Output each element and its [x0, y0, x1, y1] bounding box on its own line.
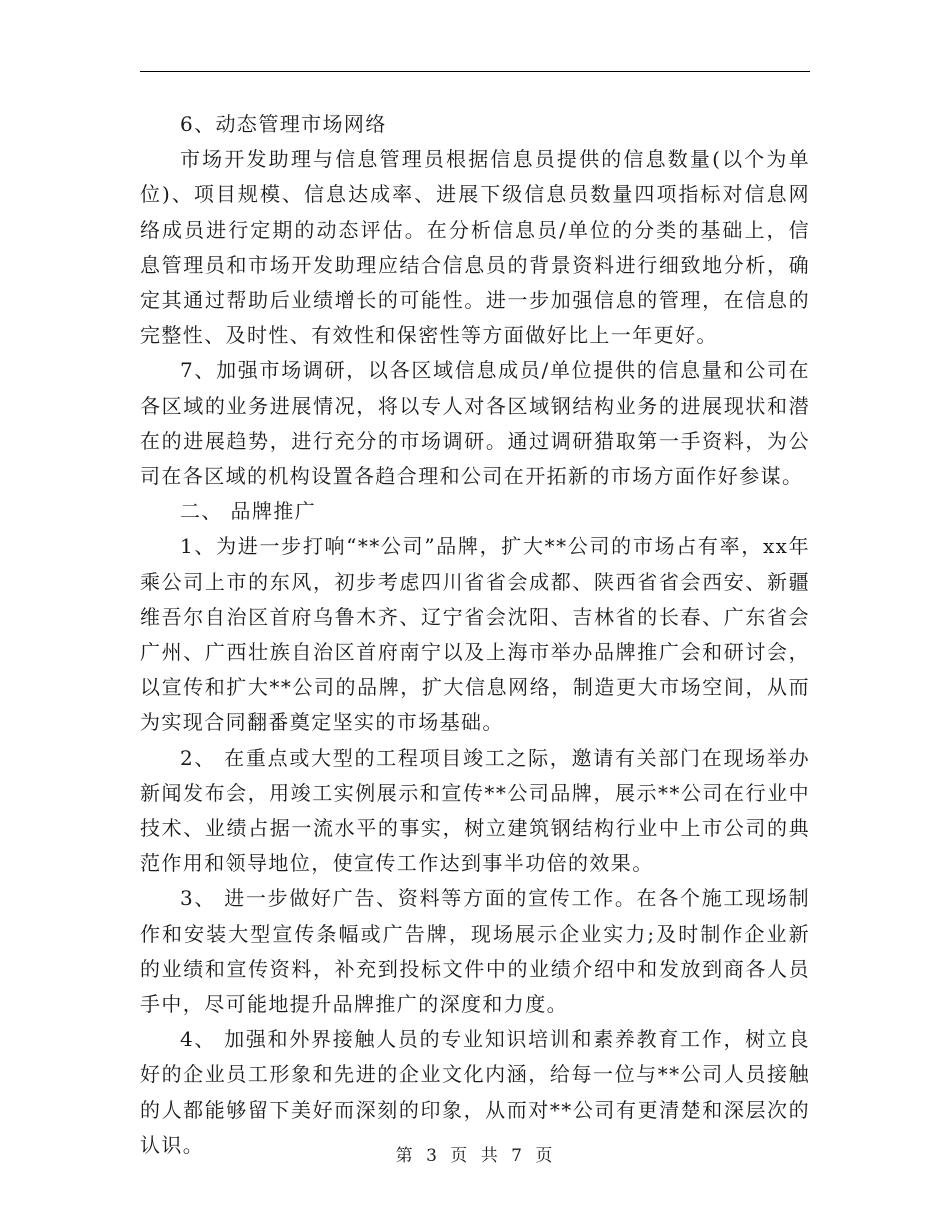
brand-promotion-heading: 二、 品牌推广: [180, 499, 317, 524]
brand-item-4: 4、 加强和外界接触人员的专业知识培训和素养教育工作，树立良好的企业员工形象和先进的企业文化内涵，给每一位与**公司人员接触的人都能够留下美好而深刻的印象，从而对**公司有更清楚和深层次的认识。: [140, 1027, 810, 1157]
section-6-paragraph: 市场开发助理与信息管理员根据信息员提供的信息数量(以个为单位)、项目规模、信息达成率、进展下级信息员数量四项指标对信息网络成员进行定期的动态评估。在分析信息员/单位的分类的基础上，信息管理员和市场开发助理应结合信息员的背景资料进行细致地分析，确定其通过帮助后业绩增长的可能性。进一步加强信息的管理，在信息的完整性、及时性、有效性和保密性等方面做好比上一年更好。: [140, 147, 810, 348]
page-number-footer: 第 3 页 共 7 页: [395, 1146, 555, 1166]
section-7-paragraph: 7、加强市场调研，以各区域信息成员/单位提供的信息量和公司在各区域的业务进展情况，将以专人对各区域钢结构业务的进展现状和潜在的进展趋势，进行充分的市场调研。通过调研猎取第一手资料，为公司在各区域的机构设置各趋合理和公司在开拓新的市场方面作好参谋。: [140, 358, 810, 489]
section-6-heading: 6、动态管理市场网络: [180, 112, 387, 136]
brand-item-2: 2、 在重点或大型的工程项目竣工之际，邀请有关部门在现场举办新闻发布会，用竣工实例展示和宣传**公司品牌，展示**公司在行业中技术、业绩占据一流水平的事实，树立建筑钢结构行业中上市公司的典范作用和领导地位，使宣传工作达到事半功倍的效果。: [140, 745, 810, 876]
brand-item-1: 1、为进一步打响“**公司”品牌，扩大**公司的市场占有率，xx年乘公司上市的东风，初步考虑四川省省会成都、陕西省省会西安、新疆维吾尔自治区首府乌鲁木齐、辽宁省会沈阳、吉林省的长春、广东省会广州、广西壮族自治区首府南宁以及上海市举办品牌推广会和研讨会，以宣传和扩大**公司的品牌，扩大信息网络，制造更大市场空间，从而为实现合同翻番奠定坚实的市场基础。: [140, 534, 810, 735]
brand-item-3: 3、 进一步做好广告、资料等方面的宣传工作。在各个施工现场制作和安装大型宣传条幅或广告牌，现场展示企业实力;及时制作企业新的业绩和宣传资料，补充到投标文件中的业绩介绍中和发放到商各人员手中，尽可能地提升品牌推广的深度和力度。: [140, 886, 810, 1017]
document-body: [140, 107, 810, 1163]
header-rule: [140, 71, 810, 72]
